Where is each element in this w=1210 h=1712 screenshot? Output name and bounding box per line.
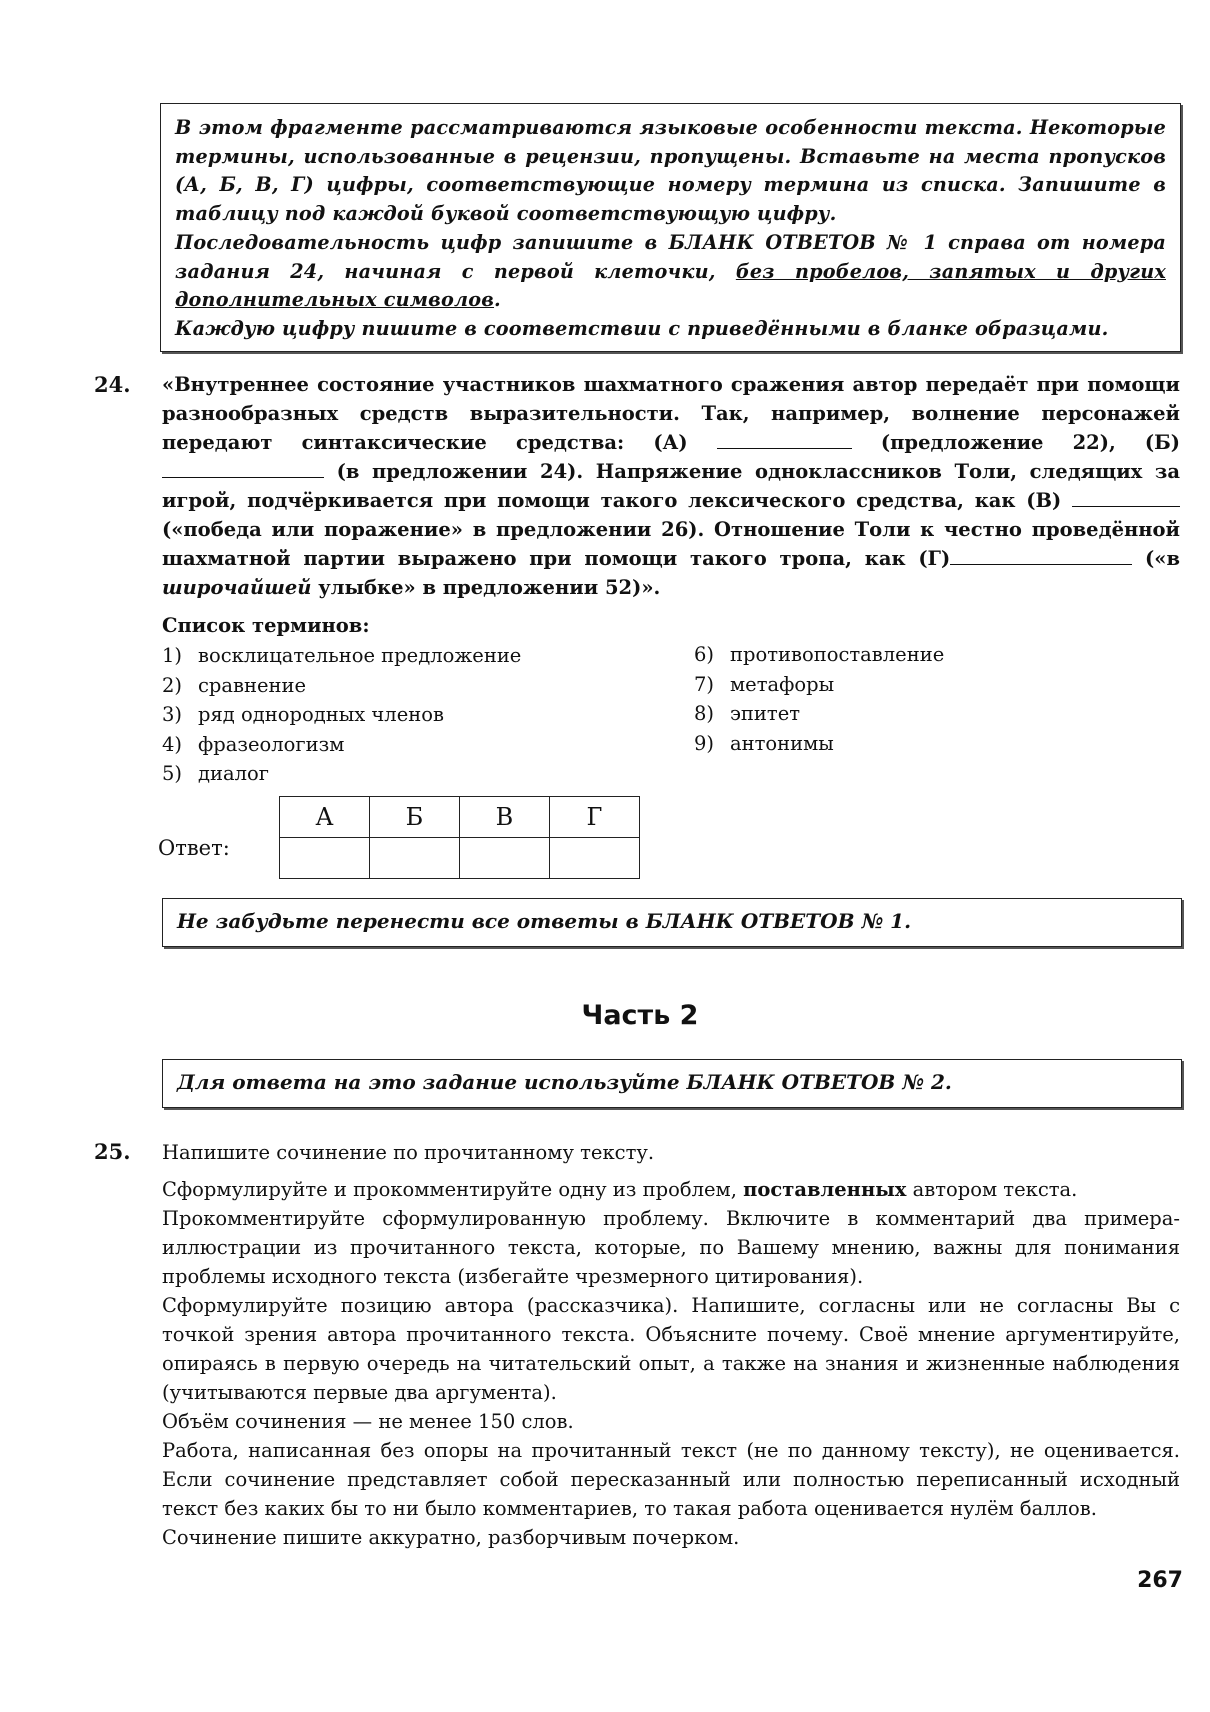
term-item: 7) метафоры (694, 672, 835, 696)
part-2-title: Часть 2 (581, 1000, 699, 1031)
blank-v[interactable] (1072, 488, 1180, 507)
blank-g[interactable] (950, 546, 1132, 565)
terms-list-right (694, 640, 944, 758)
page-number: 267 (1137, 1568, 1183, 1593)
blank-b[interactable] (162, 459, 324, 478)
answer-label: Ответ: (158, 836, 230, 860)
term-item: 6) противопоставление (694, 643, 945, 666)
term-item: 2) сравнение (162, 673, 307, 697)
answer-header-a: А (280, 797, 370, 838)
task-25-p5: Объём сочинения — не менее 150 слов. (162, 1410, 574, 1433)
task-24-text: «Внутреннее состояние участников шахматного сражения автор передаёт при помощи разнообразных средств выразительности. Так, например, волнение персонажей передают синтаксические средства: (А) (предложение 22), (Б) (в предложении 24). Напряжение одноклассников Толи, следящих за игрой, подчёркивается при помощи такого лексического средства, как (В) («победа или поражение» в предложении 26). Отношение Толи к честно проведённой шахматной партии выражено при помощи такого тропа, как (Г) («в широчайшей улыбке» в предложении 52)». (162, 373, 1180, 599)
task-25-p2: Сформулируйте и прокомментируйте одну из проблем, поставленных автором текста. (162, 1178, 1078, 1201)
instruction-text-3: Каждую цифру пишите в соответствии с приведёнными в бланке образцами. (175, 316, 1109, 340)
term-item: 5) диалог (162, 762, 269, 785)
terms-list-left (162, 641, 521, 789)
answer-header-v: В (460, 797, 550, 838)
term-item: 8) эпитет (694, 702, 801, 725)
task-25-p6: Работа, написанная без опоры на прочитанный текст (не по данному тексту), не оценивается. Если сочинение представляет собой пересказанный или полностью переписанный исходный текст без каких бы то ни было комментариев, то такая работа оценивается нулём баллов. (162, 1439, 1180, 1520)
task-25-p4: Сформулируйте позицию автора (рассказчика). Напишите, согласны или не согласны Вы с точкой зрения автора прочитанного текста. Объясните почему. Своё мнение аргументируйте, опираясь в первую очередь на читательский опыт, а также на знания и жизненные наблюдения (учитываются первые два аргумента). (162, 1294, 1180, 1404)
instruction-underlined: без пробелов, запятых и других дополнительных символов (175, 259, 1166, 312)
blank-a[interactable] (717, 430, 852, 449)
term-item: 1) восклицательное предложение (162, 644, 522, 667)
answer-cell-b[interactable] (370, 838, 460, 879)
instruction-text-2: Последовательность цифр запишите в БЛАНК ОТВЕТОВ № 1 справа от номера задания 24, начиная с первой клеточки, без пробелов, запятых и других дополнительных символов. (175, 230, 1166, 312)
task-25-p3: Прокомментируйте сформулированную проблему. Включите в комментарий два примера-иллюстрации из прочитанного текста, которые, по Вашему мнению, важны для понимания проблемы исходного текста (избегайте чрезмерного цитирования). (162, 1207, 1180, 1288)
task-25-number: 25. (94, 1139, 131, 1164)
part-2-box: Для ответа на это задание используйте БЛАНК ОТВЕТОВ № 2. (162, 1059, 1182, 1108)
term-item: 4) фразеологизм (162, 732, 345, 756)
terms-title: Список терминов: (162, 614, 370, 637)
task-24-number: 24. (94, 372, 131, 397)
answer-cell-a[interactable] (280, 838, 370, 879)
answer-table (279, 796, 640, 879)
instruction-text-1: В этом фрагменте рассматриваются языковые особенности текста. Некоторые термины, использованные в рецензии, пропущены. Вставьте на места пропусков (А, Б, В, Г) цифры, соответствующие номеру термина из списка. Запишите в таблицу под каждой буквой соответствующую цифру. (175, 116, 1166, 226)
reminder-box: Не забудьте перенести все ответы в БЛАНК ОТВЕТОВ № 1. (162, 898, 1182, 947)
instruction-box (160, 103, 1181, 352)
task-25-text (162, 1138, 1180, 1552)
answer-header-g: Г (550, 797, 640, 838)
term-item: 9) антонимы (694, 731, 834, 755)
answer-cell-v[interactable] (460, 838, 550, 879)
task-25-p7: Сочинение пишите аккуратно, разборчивым почерком. (162, 1526, 740, 1549)
answer-header-b: Б (370, 797, 460, 838)
answer-cell-g[interactable] (550, 838, 640, 879)
term-item: 3) ряд однородных членов (162, 703, 444, 726)
task-25-p1: Напишите сочинение по прочитанному тексту. (162, 1141, 655, 1164)
